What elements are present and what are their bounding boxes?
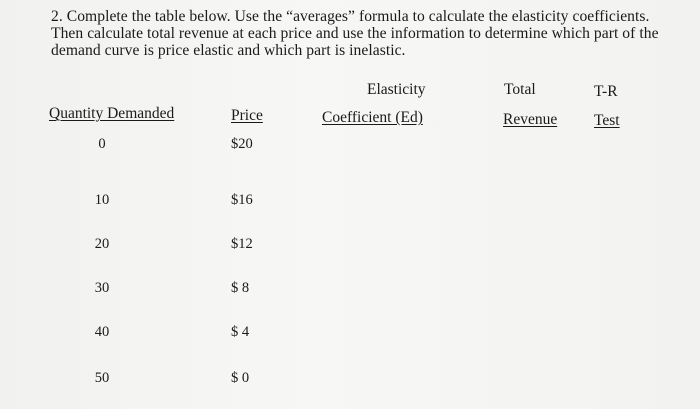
quantity-cell: 30 xyxy=(94,280,110,296)
quantity-cell: 0 xyxy=(98,136,106,152)
price-cell: $16 xyxy=(231,192,253,208)
quantity-cell: 50 xyxy=(94,370,110,386)
header-total-top: Total xyxy=(504,81,536,98)
quantity-cell: 40 xyxy=(94,324,110,340)
price-cell: $ 0 xyxy=(231,370,250,386)
question-line-3: demand curve is price elastic and which part is inelastic. xyxy=(51,42,406,59)
question-line-1: 2. Complete the table below. Use the “averages” formula to calculate the elasticity coefficients. xyxy=(51,8,650,25)
header-total-revenue: Revenue xyxy=(503,111,558,128)
header-tr-top: T-R xyxy=(594,83,618,100)
header-price: Price xyxy=(231,107,263,124)
price-cell: $12 xyxy=(231,236,253,252)
quantity-cell: 10 xyxy=(94,192,110,208)
question-line-2: Then calculate total revenue at each price and use the information to determine which part of the xyxy=(51,25,659,42)
header-elasticity-top: Elasticity xyxy=(367,81,426,98)
price-cell: $ 8 xyxy=(231,280,250,296)
price-cell: $ 4 xyxy=(231,324,250,340)
header-tr-test: Test xyxy=(594,112,620,129)
header-quantity-demanded: Quantity Demanded xyxy=(49,105,175,122)
question-text xyxy=(51,8,681,59)
quantity-cell: 20 xyxy=(94,236,110,252)
header-elasticity-coefficient: Coefficient (Ed) xyxy=(322,109,423,126)
price-cell: $20 xyxy=(231,136,253,152)
